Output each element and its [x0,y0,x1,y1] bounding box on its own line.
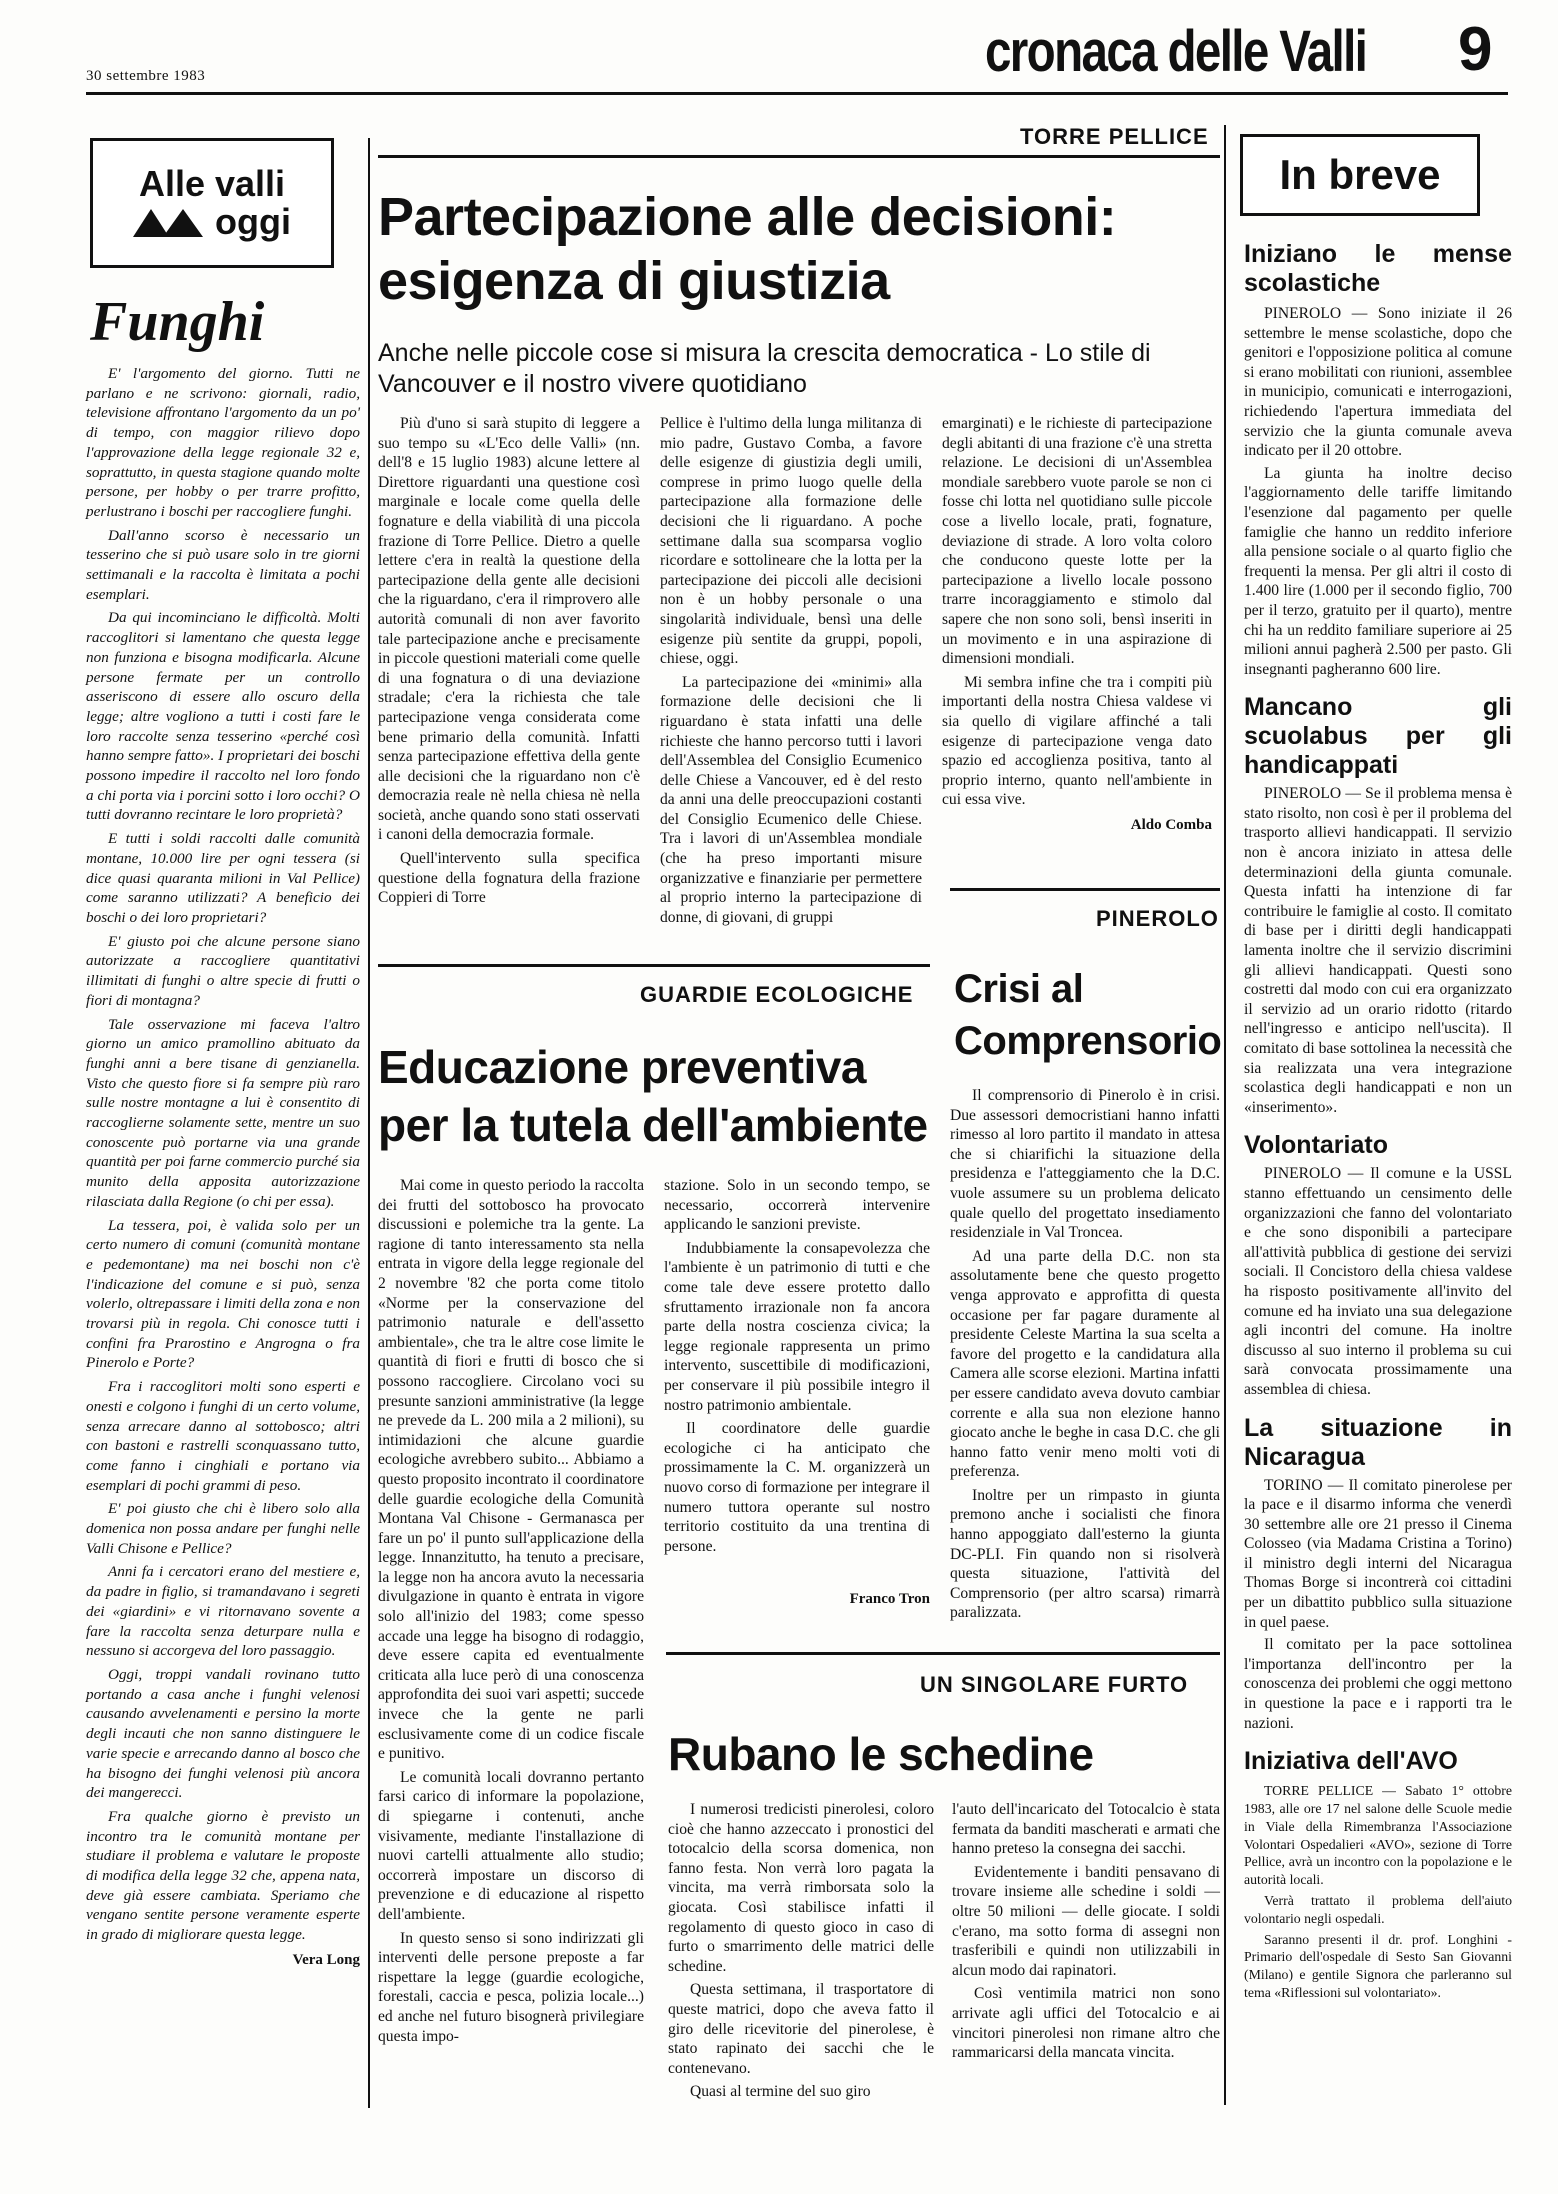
paragraph: Mi sembra infine che tra i compiti più importanti della nostra Chiesa valdese vi sia quello di vigilare affinché a tali esigenze di partecipazione venga dato spazio ed accoglienza positiva, tanto al proprio interno, quanto nell'ambiente in cui essa vive. [942,673,1212,809]
torre-headline-1: Partecipazione alle decisioni: [378,187,1117,247]
page-number: 9 [1458,15,1493,84]
paragraph: Verrà trattato il problema dell'aiuto volontario negli ospedali. [1244,1893,1512,1926]
alle-valli-box [90,138,334,268]
paragraph: Da qui incominciano le difficoltà. Molti raccoglitori si lamentano che questa legge non funziona e bisogna modificarla. Alcune persone fermate per un controllo asseriscono di essere allo oscuro della legge; altre vogliono a tutti i costi fare le loro raccolte senza tesserino «perché così hanno sempre fatto». I proprietari dei boschi possono impedire il raccolto nel loro fondo a chi porta via i porcini sotto i loro occhi? O tutti dovranno recintare le loro proprietà? [86,609,360,824]
paragraph: Il coordinatore delle guardie ecologiche ci ha anticipato che prossimamente la C. M. organizzerà un nuovo corso di formazione per integrare il numero tuttora operante sul nostro territorio costituito da una trentina di persone. [664,1420,930,1555]
paragraph: PINEROLO — Sono iniziate il 26 settembre le mense scolastiche, dopo che genitori e l'opposizione politica al comune si erano mobilitati con riunioni, assemblee in municipio, comunicati e interrogazioni, richiedendo l'apertura immediata del servizio che la giunta comunale aveva indicato per il 20 ottobre. [1244,305,1512,460]
mountains-icon [133,207,207,237]
furto-headline: Rubano le schedine [668,1728,1094,1780]
avo-article [1244,1782,1512,2002]
author-signature: Franco Tron [849,1591,930,1608]
masthead: cronaca delle Valli [985,19,1367,84]
paragraph: E' poi giusto che chi è libero solo alla domenica non possa andare per funghi nelle Valli Chisone e Pellice? [86,1500,360,1557]
column-divider [368,138,370,2108]
funghi-title: Funghi [90,291,265,353]
paragraph: Il comprensorio di Pinerolo è in crisi. Due assessori democristiani hanno infatti rimesso al loro partito il mandato in attesa che si chiarifichi la situazione della presidenza e l'atteggiamento che la D.C. vuole assumere su un problema delicato quale quello del progettato insediamento residenziale in Val Troncea. [950,1087,1220,1242]
paragraph: Questa settimana, il trasportatore di queste matrici, dopo che aveva fatto il giro delle ricevitorie del pinerolese, è stato rapinato dei sacchi che le contenevano. [668,1981,934,2077]
alle-valli-line2: oggi [215,201,291,242]
paragraph: l'auto dell'incaricato del Totocalcio è stata fermata da banditi mascherati e armati che hanno preteso la consegna dei sacchi. [952,1801,1220,1858]
pinerolo-headline-2: Comprensorio [954,1019,1222,1063]
guardie-kicker: GUARDIE ECOLOGICHE [640,982,914,1007]
paragraph: In questo senso si sono indirizzati gli interventi delle persone preposte a far rispettare la legge (guardie ecologiche, forestali, caccia e pesca, polizia locale...) ed anche nel futuro bisognerà privilegiare questa impo- [378,1929,644,2045]
torre-headline-2: esigenza di giustizia [378,251,890,311]
paragraph: Anni fa i cercatori erano del mestiere e, da padre in figlio, si tramandavano i segreti dei «giardini» e vi ritornavano sovente a fare la raccolta senza deturpare nulla e nessuno si accorgeva del loro passaggio. [86,1563,360,1660]
paragraph: Dall'anno scorso è necessario un tesserino che si può usare solo in tre giorni settimanali e la raccolta è limitata a pochi esemplari. [86,526,360,603]
paragraph: Ad una parte della D.C. non sta assolutamente bene che questo progetto venga approvato e approfitta di questa occasione per far pagare duramente al presidente Celeste Martina la sua scelta a favore del progetto e la candidatura alla Camera alle scorse elezioni. Martina infatti per essere candidato aveva dovuto cambiar corrente e alla sua non elezione hanno giocato anche le beghe in casa D.C. che gli hanno fatto venir meno molti voti di preferenza. [950,1247,1220,1481]
pinerolo-headline-1: Crisi al [954,967,1084,1011]
paragraph: Oggi, troppi vandali rovinano tutto portando a casa anche i funghi velenosi causando avvelenamenti e persino la morte degli incauti che non sanno distinguere le varie specie e arrecando danno al bosco che ha bisogno dei funghi velenosi più ancora dei mangerecci. [86,1666,360,1802]
paragraph: I numerosi tredicisti pinerolesi, coloro cioè che hanno azzeccato i pronostici del totocalcio della scorsa domenica, non fanno festa. Non verrà loro pagata la vincita, ma verrà rimborsata solo la giocata. Così stabilisce infatti il regolamento di questo gioco in caso di furto o smarrimento delle matrici delle schedine. [668,1801,934,1975]
guardie-column-1 [378,1176,644,2050]
in-breve-column [1244,240,1512,2005]
alle-valli-line1: Alle valli [138,163,286,204]
paragraph: Evidentemente i banditi pensavano di trovare insieme alle schedine i soldi — oltre 50 milioni — delle giocate. I soldi c'erano, ma sotto forma di assegni non trasferibili e quindi non utilizzabili in alcun modo dai rapinatori. [952,1863,1220,1979]
issue-date: 30 settembre 1983 [86,68,206,84]
paragraph: E tutti i soldi raccolti dalle comunità montane, 10.000 lire per ogni tessera (si dice quasi quaranta milioni in Val Pellice) come saranno utilizzati? A beneficio dei boschi o dei loro proprietari? [86,830,360,926]
paragraph: Così ventimila matrici non sono arrivate agli uffici del Totocalcio e ai vincitori pinerolesi non rimane altro che rammaricarsi della mancata vincita. [952,1985,1220,2062]
torre-column-3 [942,414,1212,835]
paragraph: Quell'intervento sulla specifica questione della fognatura della frazione Coppieri di Torre [378,850,640,907]
funghi-article [86,364,360,1971]
paragraph: Le comunità locali dovranno pertanto farsi carico di informare la popolazione, di spiegarne i contenuti, anche visivamente, mediante l'installazione di nuovi cartelli attualmente allo studio; occorrerà impostare un discorso di prevenzione e di educazione al rispetto dell'ambiente. [378,1768,644,1923]
paragraph: Fra i raccoglitori molti sono esperti e onesti e colgono i funghi di un certo volume, senza arrecare danno al sottobosco; altri con bastoni e rastrelli sconquassano tutto, come fanno i cinghiali e portano via esemplari di pochi grammi di peso. [86,1378,360,1494]
torre-column-2 [660,414,922,931]
paragraph: Saranno presenti il dr. prof. Longhini - Primario dell'ospedale di Sesto San Giovanni (Milano) e gentile Signora che parleranno sul tema «Riflessioni sul volontariato». [1244,1931,1512,2000]
paragraph: PINEROLO — Il comune e la USSL stanno effettuando un censimento delle organizzazioni che fanno del volontariato e che sono disponibili a partecipare all'attività pubblica di gestione dei servizi sociali. Il Concistoro della chiesa valdese ha risposto positivamente all'invito del comune ed ha inviato una sua delegazione agli incontri del comune. Ha inoltre discusso al suo interno il problema su cui sarà convocata prossimamente una assemblea di chiesa. [1244,1165,1512,1398]
paragraph: TORRE PELLICE — Sabato 1° ottobre 1983, alle ore 17 nel salone delle Scuole medie in Viale della Rimembranza l'Associazione Volontari Ospedalieri «AVO», sezione di Torre Pellice, avrà un incontro con la popolazione e le autorità locali. [1244,1783,1512,1888]
pinerolo-article [950,1086,1220,1627]
paragraph: E' l'argomento del giorno. Tutti ne parlano e ne scrivono: giornali, radio, televisione affrontano l'argomento da un po' di tempo, con maggior rilievo dopo l'approvazione della legge regionale 32 e, soprattutto, in questa stagione quando molte persone, per hobby o per trarre profitto, perlustrano i boschi per raccogliere funghi. [86,365,360,520]
torre-kicker: TORRE PELLICE [1020,124,1209,149]
furto-kicker: UN SINGOLARE FURTO [920,1672,1189,1697]
torre-column-1 [378,414,640,912]
furto-column-2 [952,1800,1220,2067]
section-rule [950,888,1220,891]
paragraph: E' giusto poi che alcune persone siano autorizzate a raccogliere quantitativi illimitati di funghi o altre specie di frutti o fiori di montagna? [86,932,360,1009]
paragraph: La tessera, poi, è valida solo per un certo numero di comuni (comunità montane e pedemontane) ma nei boschi non c'è l'indicazione del comune e si può, senza volerlo, oltrepassare i limiti della zona e non trovarsi più in regola. Chi conosce tutti i confini fra Prarostino e Angrogna o fra Pinerolo e Porte? [86,1216,360,1372]
paragraph: Mai come in questo periodo la raccolta dei frutti del sottobosco ha provocato discussioni e polemiche tra la gente. La ragione di tanto interessamento sta nella entrata in vigore della legge regionale del 2 novembre '82 che porta come titolo «Norme per la conservazione del patrimonio naturale e dell'assetto ambientale», che tra le altre cose limite le quantità di fiori e frutti di bosco che si possono raccogliere. Circolano voci su presunte sanzioni amministrative (la legge ne prevede da L. 200 mila a 2 milioni), su intimidazioni che alcune guardie ecologiche avrebbero subito... Abbiamo a questo proposito incontrato il coordinatore delle guardie ecologiche della Comunità Montana Val Chisone - Germanasca per fare un po' il punto sull'applicazione della legge. Innanzitutto, ha tenuto a precisare, la legge non ha ancora avuto la necessaria divulgazione in quanto è entrata in vigore solo all'inizio del 1983; come spesso accade una legge ha bisogno di rodaggio, deve essere capita ed eventualmente criticata alla luce però di una conoscenza approfondita dei suoi vari aspetti; succede invece che la gente ne parli esclusivamente come di un codice fiscale e punitivo. [378,1177,644,1763]
column-divider [1224,125,1226,2105]
paragraph: PINEROLO — Se il problema mensa è stato risolto, non così è per il problema del trasporto allievi handicappati. Il servizio non è ancora iniziato in attesa delle determinazioni della giunta comunale. Questa infatti ha intenzione di far contribuire le famiglie al costo. Il comitato di base per i diritti degli handicappati lamenta inoltre che il servizio discrimini gli allievi handicappati. Questi sono costretti dal modo con cui era organizzato il servizio ad un orario ridotto (ritardo nell'ingresso e anticipo nell'uscita). Il comitato di base sottolinea la necessità che sia realizzata una vera integrazione scolastica degli handicappati e non un «inserimento». [1244,785,1512,1116]
paragraph: La partecipazione dei «minimi» alla formazione delle decisioni che li riguardano è stata infatti una delle richieste che hanno percorso tutti i lavori dell'Assemblea del Consiglio Ecumenico delle Chiese a Vancouver, ed è del resto da anni una delle preoccupazioni costanti del Consiglio Ecumenico delle Chiese. Tra i lavori di un'Assemblea mondiale (che ha preso importanti misure organizzative e finanziarie per permettere al proprio interno la partecipazione di donne, di giovani, di gruppi [660,673,922,926]
paragraph: Inoltre per un rimpasto in giunta premono anche i socialisti che finora hanno appoggiato dall'esterno la giunta DC-PLI. Fin quando non si risolverà questa situazione, l'attività del Comprensorio (per altro scarsa) rimarrà paralizzata. [950,1486,1220,1622]
paragraph: Pellice è l'ultimo della lunga militanza di mio padre, Gustavo Comba, a favore delle esigenze di giustizia degli umili, comprese in primo luogo quelle della partecipazione alla formazione delle decisioni che li riguardano. A poche settimane dalla sua scomparsa voglio ricordare e sottolineare che la lotta per la partecipazione dei piccoli alle decisioni non è un hobby personale o una singolarità individuale, bensì una delle esigenze più sentite da gruppi, popoli, chiese, oggi. [660,415,922,668]
paragraph: Indubbiamente la consapevolezza che l'ambiente è un patrimonio di tutti e che come tale deve essere protetto dallo sfruttamento irrazionale non fa ancora parte della nostra coscienza civica; la legge regionale rappresenta un primo intervento, suscettibile di modificazioni, per conservare il più possibile integro il nostro patrimonio ambientale. [664,1239,930,1414]
nicaragua-title: La situazione in Nicaragua [1244,1413,1512,1471]
paragraph: Quasi al termine del suo giro [690,2083,871,2101]
avo-title: Iniziativa dell'AVO [1244,1747,1458,1776]
paragraph: Tale osservazione mi faceva l'altro giorno un amico pramollino abituato da funghi anni a bere tisane di genzianella. Visto che questo fiore si fa sempre più raro sulle nostre montagne a lui è consentito di raccoglierne solamente sette, mentre un suo conoscente può portarne via una grande quantità per poi farne commercio purché sia munito della apposita autorizzazione rilasciata dalla Regione (o chi per essa). [86,1015,360,1210]
pinerolo-kicker: PINEROLO [1096,906,1219,931]
paragraph: stazione. Solo in un secondo tempo, se necessario, occorrerà intervenire applicando le sanzioni previste. [664,1177,930,1234]
section-rule [378,964,930,967]
paragraph: La giunta ha inoltre deciso l'aggiornamento delle tariffe limitando l'esenzione dal pagamento per quelle famiglie che hanno un reddito inferiore alla pensione sociale o al quarto figlio che frequenti la mensa. Per gli altri il costo di 1.400 lire (1.000 per il secondo figlio, 700 per il terzo, gratuito per il quarto), mentre chi ha un reddito familiare superiore ai 25 milioni annui pagherà 2.500 per pasto. Gli insegnanti pagheranno 600 lire. [1244,464,1512,678]
header-rule [86,92,1508,95]
author-signature: Aldo Comba [1130,816,1212,833]
guardie-headline-2: per la tutela dell'ambiente [378,1099,928,1151]
scuolabus-title: Mancano gli scuolabus per gli handicappati [1244,693,1512,780]
section-rule [666,1652,1220,1655]
furto-column-1 [668,1800,934,2106]
paragraph: Il comitato per la pace sottolinea l'importanza dell'incontro per la conoscenza dei problemi che oggi mettono in questione la pace e i rapporti tra le nazioni. [1244,1636,1512,1732]
guardie-headline-1: Educazione preventiva [378,1041,866,1093]
paragraph: TORINO — Il comitato pinerolese per la pace e il disarmo informa che venerdì 30 settembre alle ore 21 presso il Cinema Colosseo (via Madama Cristina a Torino) il ministro degli interni del Nicaragua Thomas Borge si incontrerà coi cittadini per un dibattito pubblico sulla situazione in quel paese. [1244,1476,1512,1631]
mense-title: Iniziano le mense scolastiche [1244,240,1512,297]
author-signature: Vera Long [292,1951,360,1968]
paragraph: Più d'uno si sarà stupito di leggere a suo tempo su «L'Eco delle Valli» (nn. dell'8 e 15 luglio 1983) alcune lettere al Direttore riguardanti una questione così marginale e locale come quella delle fognature e della viabilità di una piccola frazione di Torre Pellice. Dietro a quelle lettere c'era in realtà la questione della partecipazione della gente alle decisioni che la riguardano, c'era il rimprovero alle autorità comunali di non aver favorito tale partecipazione anche e precisamente in piccole questioni materiali come quelle di una fognatura o di una deviazione stradale; c'era la richiesta che tale partecipazione venga considerata come bene primario della comunità. Infatti senza partecipazione effettiva della gente alle decisioni che la riguardano non c'è democrazia reale nè nella chiesa nè nella società, anche quando sono stati osservati i canoni della democrazia formale. [378,415,640,844]
paragraph: emarginati) e le richieste di partecipazione degli abitanti di una frazione c'è una stretta relazione. Le decisioni di un'Assemblea mondiale sarebbero vuote parole se non ci fosse chi lotta nel quotidiano sulle piccole cose a livello locale, prati, fognature, deviazione di strade. A loro volta coloro che conducono queste lotte per la partecipazione a livello locale possono trarre incoraggiamento e stimolo dal sapere che non sono soli, bensì inseriti in un movimento e in una aspirazione di dimensioni mondiali. [942,415,1212,668]
paragraph: Fra qualche giorno è previsto un incontro tra le comunità montane per studiare il problema e valutare le proposte di modifica della legge 32 che, appena nata, deve già essere cambiata. Speriamo che vengano sentite persone veramente esperte in grado di migliorare questa legge. [86,1807,360,1944]
torre-subhead: Anche nelle piccole cose si misura la crescita democratica - Lo stile di Vancouver e il nostro vivere quotidiano [378,339,1151,398]
volontariato-title: Volontariato [1244,1131,1388,1160]
in-breve-box: In breve [1240,134,1480,216]
guardie-column-2 [664,1176,930,1610]
section-rule [378,155,1220,158]
